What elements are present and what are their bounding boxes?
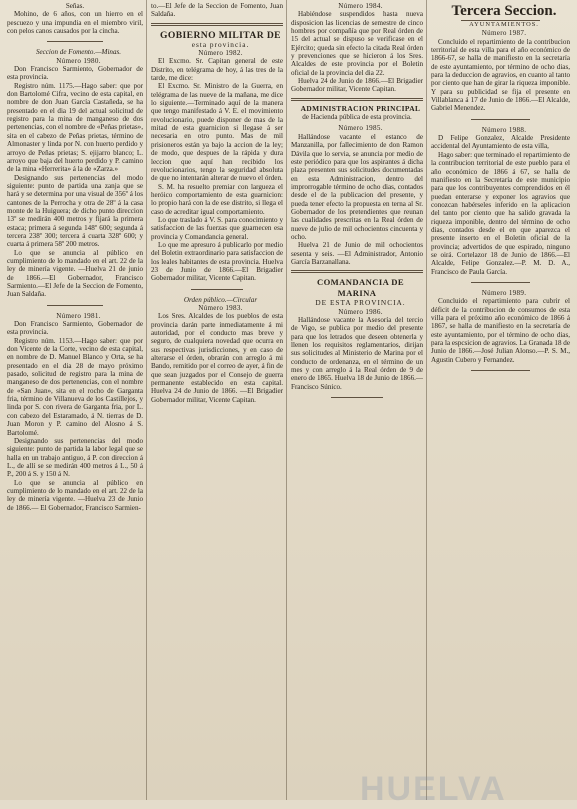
- notice-1981-designation: Designando sus pertenencias del modo siguiente: punto de partida la labor legal que se halla en un trabajo antiguo, á P. con direccion á L., de allí se se medirán 400 metros á L., 50 á P., 200 á S. y 150 á N.: [7, 436, 143, 479]
- notice-1981-intro: Don Francisco Sarmiento, Gobernador de esta provincia.: [7, 320, 143, 337]
- notice-number-1981: Número 1981.: [56, 311, 101, 320]
- double-rule: [291, 270, 423, 273]
- notice-1982-traslado: Lo que traslado á V. S. para conocimiento y satisfaccion de las fuerzas que guarnecen esa provincia y Comandancia general.: [151, 215, 283, 241]
- notice-1984-body: Habiéndose suspendidos hasta nueva disposicion las licencias de semestre de cinco hombres por compañía que por Real órden de 15 del actual se dispuso se verificase en el Ejército; queda sin efecto la citada Real órden y prevenciones que se hicieron á los Sres. Alcaldes de este provincia por el Boletin oficial de la provincia del dia 22.: [291, 10, 423, 77]
- divider: [471, 119, 530, 120]
- divider: [471, 370, 530, 371]
- column-1: [4, 0, 146, 800]
- divider: [471, 282, 530, 283]
- notice-number-1980: Número 1980.: [56, 56, 101, 65]
- notice-1980-closing: Lo que se anuncia al público en cumplimiento de lo mandado en el art. 22 de la ley de minería vigente. —Huelva 21 de junio de 1866.—El Gobernador, Francisco Sarmiento.—El Jefe de la Seccion de Fomento, Juan Saldaña.: [7, 248, 143, 299]
- horse-description: Mohino, de 6 años, con un hierro en el pescuezo y una impundia en el miembro viril, con pelos canos causados por la cincha.: [7, 10, 143, 36]
- double-rule: [151, 23, 283, 26]
- notice-1985-body: Hallándose vacante el estanco de Manzanilla, por fallecimiento de don Ramon Dávila que lo servia, se anuncia por medio de este periódico para que los aspirantes á dicha plaza presenten sus solicitudes documentadas en esta Administracion, dentro del improrrogable término de ocho dias, contados desde el de la publicacion del presente, y pueda tener efecto la propuesta en terna al Sr. Gobernador de los pretendientes que reunan las cualidades prescritas en la Real órden de nueve de julio de mil ochocientos cincuenta y ocho.: [291, 132, 423, 241]
- notice-1988-body: Hago saber: que terminado el repartimiento de la contribucion territorial de este pueblo para el año económico de 1866 á 67, se halla de manifiesto en la Secretaría de este municipio para que los contribuyentes comprendidos en él puedan enterarse y exponer los agravios que conozcan habérseles inferido en la aplicacion del tanto por ciento que ha salido gravada la riqueza imponible, dentro del término de ocho dias, contados desde el en que aparezca el presente inserto en el Boletin oficial de la provincia; advertidos de que espirado, ninguno se oirá. Cortelazor 18 de Junio de 1866.—El Alcalde, Felipe Gonzalez.—P. M. D. A., Francisco de Paula García.: [431, 150, 570, 276]
- gobierno-militar-heading: GOBIERNO MILITAR DE: [160, 29, 281, 41]
- notice-number-1983: Número 1983.: [198, 304, 243, 312]
- comandancia-marina-heading: COMANDANCIA DE MARINA: [316, 277, 404, 299]
- divider: [331, 397, 383, 398]
- notice-number-1989: Número 1989.: [481, 288, 527, 297]
- notice-1983-body: Los Sres. Alcaldes de los pueblos de esta provincia darán parte inmediatamente á mi autoridad, por el conducto mas breve y seguro, de cualquiera novedad que ocurra en sus respectivas jurisdicciones, y en caso de alterarse el órden, obrarán con arreglo á mi Bando, remitido por el correo de ayer, á fin de que sean juzgados por el Consejo de guerra permanente establecido en esta capital. Huelva 24 de Junio de 1866. —El Brigadier Gobernador militar, Vicente Capitan.: [151, 312, 283, 404]
- comandancia-marina-subheading: DE ESTA PROVINCIA.: [315, 298, 406, 308]
- notice-1982-closing: Lo que me apresuro á publicarlo por medio del Boletin extraordinario para satisfaccion de los leales habitantes de esta provincia. Huelva 23 de Junio de 1866.—El Brigadier Gobernador militar, Vicente Capitan.: [151, 240, 283, 283]
- notice-1980-body: Registro núm. 1175.—Hago saber: que por don Bartolomé Cifra, vecino de esta capital, en nombre de don Juan García Castañeda, se ha presentado en el dia 19 del actual solicitud de registro para la mina de manganeso de dos pertenencias, con el nombre de «Peñas prietas», sita en el cabezo de Peñas prietas, término de Almonaster y linda por N. con huerto perdido y arroyo de Peñas prietas; S. ejijarro blanco; L. arroyo que baja del huerto perdido y P. camino de la mina «Herrerita» á la de «Zarza.»: [7, 81, 143, 174]
- notice-1984-closing: Huelva 24 de Junio de 1866.—El Brigadier Gobernador militar, Vicente Capitan.: [291, 77, 423, 94]
- notice-number-1988: Número 1988.: [481, 125, 527, 134]
- notice-number-1985: Número 1985.: [338, 124, 383, 133]
- column-rule: [146, 0, 147, 800]
- notice-number-1982: Número 1982.: [198, 49, 243, 58]
- notice-1986-body: Hallándose vacante la Asesoría del tercio de Vigo, se publica por medio del presente para que los letrados que deseen obtenerla y llenen los requisitos reglamentarios, dirijan sus solicitudes al Ministerio de Marina por el conducto de ordenanza, en el término de un mes y con arreglo á la Real órden de 9 de enero de 1865. Huelva 18 de Junio de 1866.— Francisco Súnico.: [291, 316, 423, 391]
- notice-1988-intro: D Felipe Gonzalez, Alcalde Presidente accidental del Ayuntamiento de esta villa,: [431, 134, 570, 151]
- notice-1980-intro: Don Francisco Sarmiento, Gobernador de esta provincia.: [7, 65, 143, 82]
- library-watermark: HUELVA: [360, 770, 507, 808]
- notice-1982-premiar: S. M. ha resuelto premiar con largueza el heróico comportamiento de esta guarnicion: lo propio hará con la de ese distrito, si llega el caso de acreditar igual comportamiento.: [151, 182, 283, 216]
- notice-number-1986: Número 1986.: [338, 307, 383, 316]
- notice-1980-designation: Designando sus pertenencias del modo siguiente: punto de partida una zanja que se hará y se determina por una visual de 356º á los cantones de la Perrocha y otra de 28º á la casa monte de la Huiguera; de dicho punto direccion 13º se medirán 400 metros y fijará la primera estaca; primera á segunda 148º 600; segunda á tercera 238º 300; tercera á cuarta 328º 600; y cuarta á primera 58º 200 metros.: [7, 173, 143, 249]
- notice-1989-body: Concluido el repartimiento para cubrir el déficit de la contribucion de consumos de esta villa para el próximo año económico de 1866 á 1867, se halla de manifiesto en la secretaría de este ayuntamiento, por el término de ocho dias, para la espcsicion de agravios. La Granada 18 de Junio de 1866.—José Julian Alonso.—P. S. M., Agustin Cubero y Fernandez.: [431, 297, 570, 364]
- ayuntamientos-heading: AYUNTAMIENTOS.: [469, 21, 539, 28]
- administracion-subheading: de Hacienda pública de esta provincia.: [302, 113, 412, 122]
- column-4: [428, 0, 573, 800]
- notice-number-1984: Número 1984.: [338, 2, 383, 10]
- column-2: [148, 0, 286, 800]
- divider: [47, 41, 103, 42]
- notice-number-1987: Número 1987.: [481, 29, 527, 38]
- double-rule: [291, 98, 423, 101]
- notice-1982-telegram: El Excmo. Sr. Ministro de la Guerra, en telégrama de las nueve de la mañana, me dice lo siguiente.—Terminado aquí de la manera que tengo manifestado á V. E. el movimiento revolucionario, puede disponer de mas de la mitad de esta guarnicion si llegase á ser necesaria en otro punto. Mas de mil prisioneros están ya bajo la accion de la ley; de modo, que despues de la rápida y dura leccion que aquí han recibido los revolucionarios, tengo la seguridad absoluta de que no intentarán alterar de nuevo el órden.: [151, 82, 283, 183]
- orden-publico-heading: Orden público.—Circular: [183, 295, 258, 304]
- notice-1982-intro: El Excmo. Sr. Capitan general de este Distrito, en telégrama de hoy, á las tres de la tarde, me dice:: [151, 57, 283, 83]
- notice-1981-signature-cont: to.—El Jefe de la Seccion de Fomento, Juan Saldaña.: [151, 2, 283, 19]
- notice-1981-closing: Lo que se anuncia al público en cumplimiento de lo mandado en el art. 22 de la ley de minería vigente. —Huelva 23 de Junio de 1866.— El Gobernador, Francisco Sarmien-: [7, 478, 143, 512]
- column-rule: [426, 0, 427, 800]
- notice-1985-closing: Huelva 21 de Junio de mil ochocientos sesenta y seis. —El Administrador, Antonio García Barzanallana.: [291, 241, 423, 266]
- gobierno-militar-subheading: esta provincia.: [191, 39, 250, 49]
- tercera-seccion-title: Tercera Seccion.: [451, 3, 557, 19]
- column-rule: [286, 0, 287, 800]
- notice-1981-body: Registro núm. 1153.—Hago saber: que por don Vicente de la Corte, vecino de esta capital, en nombre de D. Manuel Blanco y Orta, se ha presentado en el dia 28 de mayo próximo pasado, solicitud de registro para la mina de manganeso de dos pertenencias, con el nombre de «San Juan», sita en el rocho de Garganta fria, término de Villanueva de los Castillejos, y linda por S. con rivera de Garganta fria, por L. con cabezo del Estaramado, á N. tierras de D. Juan Moron y P. camino del Alosno á S. Bartolomé.: [7, 336, 143, 437]
- senas-label: Señas.: [65, 2, 85, 10]
- column-3: [288, 0, 426, 800]
- divider: [191, 289, 243, 290]
- section-fomento-heading: Seccion de Fomento.—Minas.: [35, 48, 122, 57]
- notice-1987-body: Concluido el repartimiento de la contribucion territorial de esta villa para el año económico de 1866-67, se halla de manifiesto en la secretaría de este ayuntamiento, por término de ocho dias, para la deduccion de agravios, en cuanto al tanto por ciento que han de girar la riqueza imponible. Y para su publicidad se fija el presente en Villablanca á 17 de Junio de 1866.—El Alcalde, Gabriel Menendez.: [431, 37, 570, 113]
- divider: [47, 305, 103, 306]
- administracion-heading: ADMINISTRACION PRINCIPAL: [300, 103, 421, 113]
